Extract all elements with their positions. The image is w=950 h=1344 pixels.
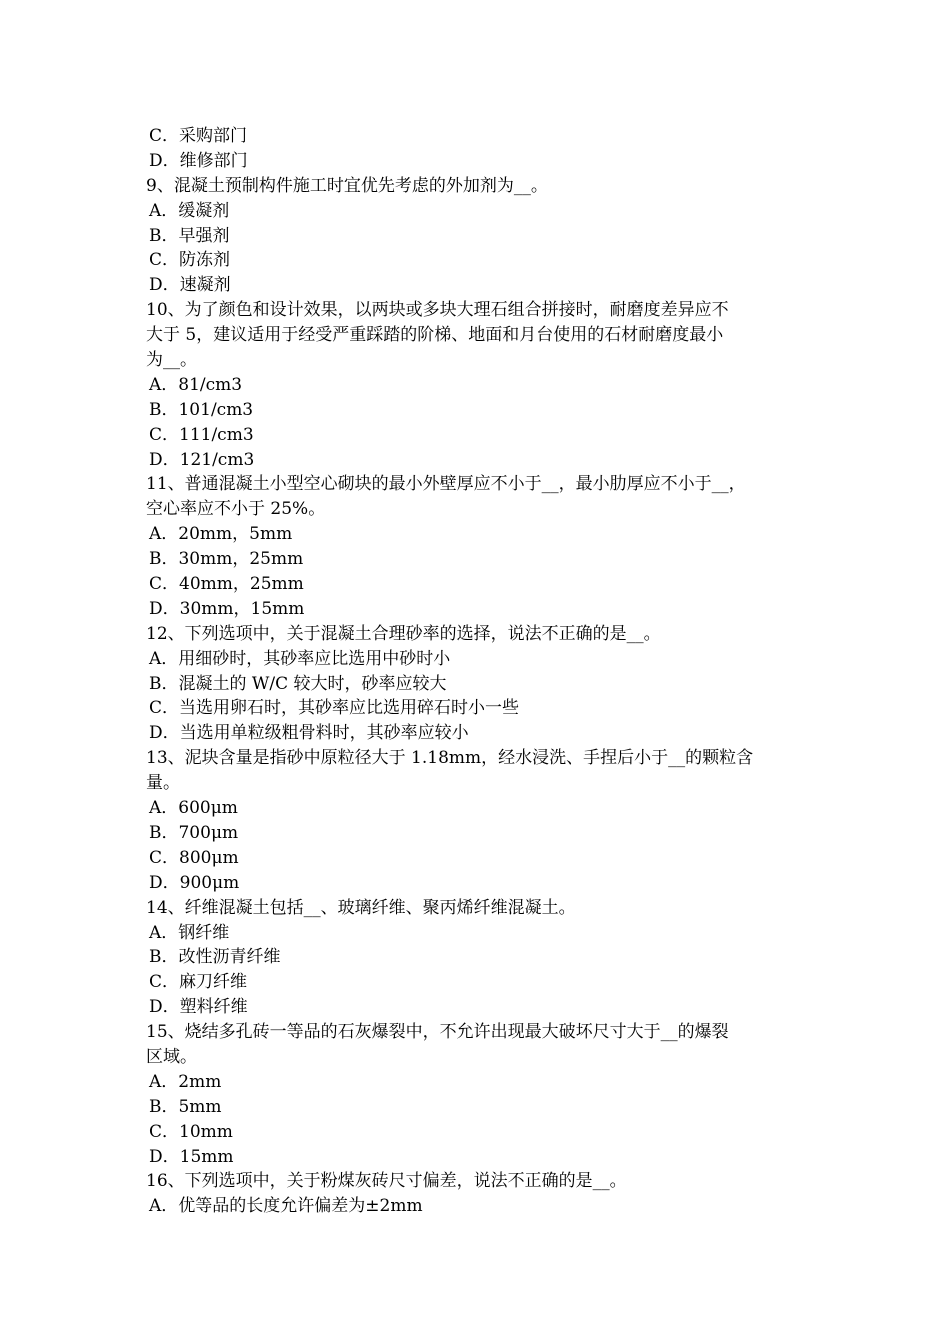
question-text: 空心率应不小于 25%。: [146, 499, 326, 520]
answer-option: A．缓凝剂: [149, 200, 230, 221]
question-text: 14、纤维混凝土包括__、玻璃纤维、聚丙烯纤维混凝土。: [146, 897, 576, 918]
answer-option: D．15mm: [149, 1146, 234, 1167]
question-text: 15、烧结多孔砖一等品的石灰爆裂中，不允许出现最大破坏尺寸大于__的爆裂: [146, 1022, 729, 1043]
answer-option: D．当选用单粒级粗骨料时，其砂率应较小: [149, 723, 469, 744]
question-text: 16、下列选项中，关于粉煤灰砖尺寸偏差，说法不正确的是__。: [146, 1171, 627, 1192]
answer-option: A．20mm，5mm: [149, 524, 293, 545]
answer-option: B．改性沥青纤维: [149, 947, 281, 968]
answer-option: A．用细砂时，其砂率应比选用中砂时小: [149, 648, 451, 669]
question-text: 9、混凝土预制构件施工时宜优先考虑的外加剂为__。: [146, 175, 548, 196]
answer-option: B．101/cm3: [149, 399, 254, 420]
answer-option: D．900μm: [149, 872, 240, 893]
answer-option: C．40mm，25mm: [149, 574, 304, 595]
question-text: 区域。: [146, 1046, 197, 1067]
answer-option: D．121/cm3: [149, 449, 255, 470]
question-text: 10、为了颜色和设计效果，以两块或多块大理石组合拼接时，耐磨度差异应不: [146, 300, 729, 321]
answer-option: D．维修部门: [149, 150, 248, 171]
answer-option: D．30mm，15mm: [149, 598, 305, 619]
question-text: 量。: [146, 773, 180, 794]
answer-option: B．早强剂: [149, 225, 230, 246]
answer-option: B．混凝土的 W/C 较大时，砂率应较大: [149, 673, 447, 694]
question-text: 为__。: [146, 350, 197, 371]
answer-option: B．5mm: [149, 1096, 222, 1117]
answer-option: C．10mm: [149, 1121, 233, 1142]
answer-option: C．采购部门: [149, 126, 248, 146]
document-body: [146, 124, 816, 1219]
answer-option: A．2mm: [149, 1071, 222, 1092]
question-text: 11、普通混凝土小型空心砌块的最小外壁厚应不小于__，最小肋厚应不小于__，: [146, 474, 746, 495]
answer-option: B．700μm: [149, 822, 239, 843]
answer-option: C．111/cm3: [149, 424, 254, 445]
answer-option: D．速凝剂: [149, 275, 231, 296]
answer-option: A．600μm: [149, 798, 238, 819]
answer-option: C．麻刀纤维: [149, 972, 248, 993]
answer-option: D．塑料纤维: [149, 997, 248, 1018]
answer-option: C．当选用卵石时，其砂率应比选用碎石时小一些: [149, 698, 520, 719]
answer-option: C．防冻剂: [149, 250, 231, 271]
answer-option: B．30mm，25mm: [149, 549, 304, 570]
question-text: 大于 5，建议适用于经受严重踩踏的阶梯、地面和月台使用的石材耐磨度最小: [146, 325, 724, 346]
question-text: 12、下列选项中，关于混凝土合理砂率的选择，说法不正确的是__。: [146, 623, 661, 644]
answer-option: A．81/cm3: [149, 374, 243, 395]
answer-option: C．800μm: [149, 847, 239, 868]
question-text: 13、泥块含量是指砂中原粒径大于 1.18mm，经水浸洗、手捏后小于__的颗粒含: [146, 748, 754, 769]
answer-option: A．钢纤维: [149, 922, 230, 943]
answer-option: A．优等品的长度允许偏差为±2mm: [149, 1196, 423, 1217]
